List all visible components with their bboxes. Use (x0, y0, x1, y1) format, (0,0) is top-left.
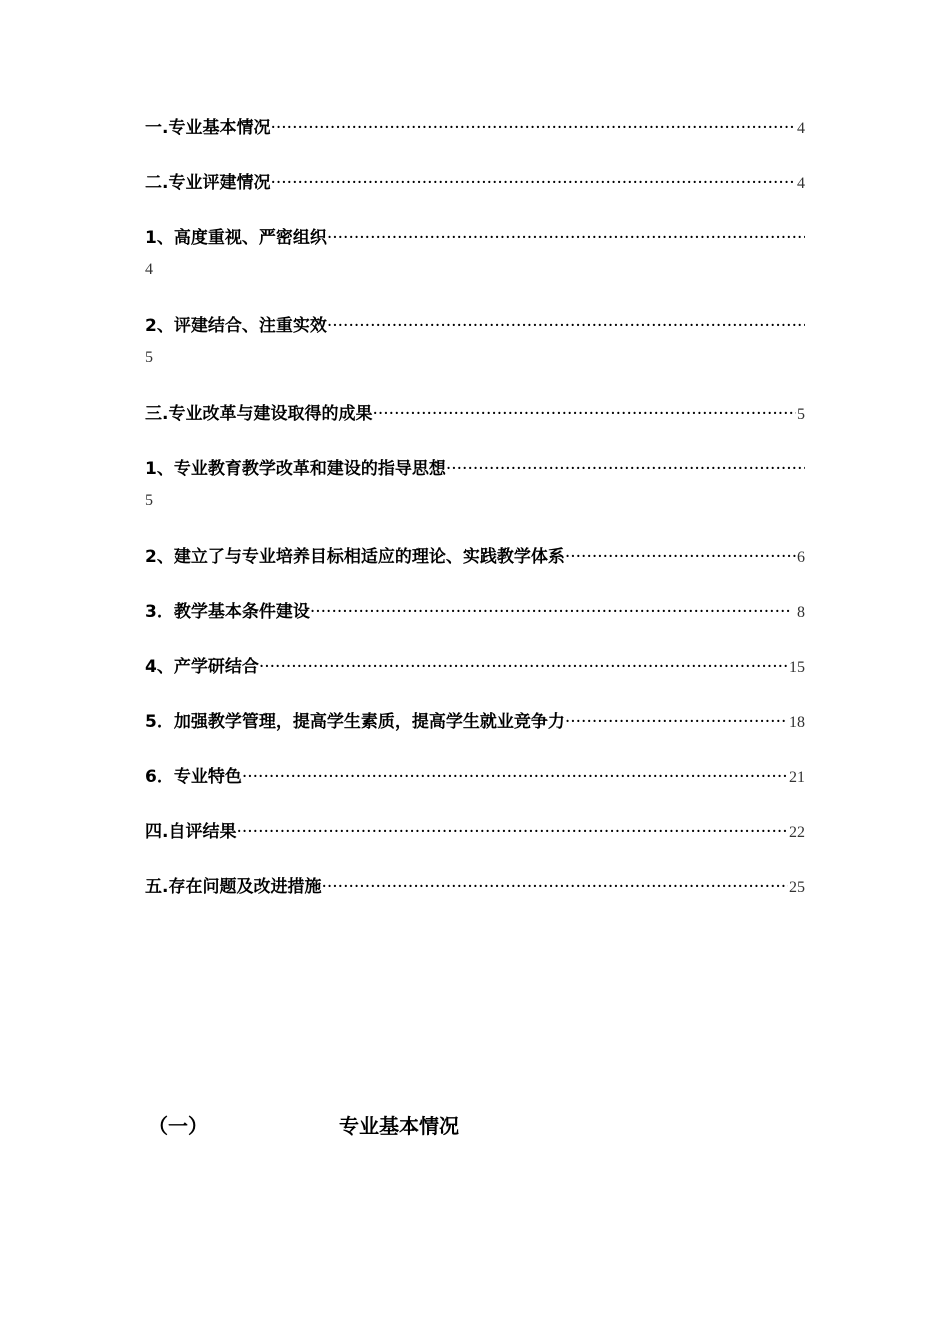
section-title: 专业基本情况 (339, 1114, 459, 1138)
toc-entry-label: 5．加强教学管理，提高学生素质，提高学生就业竞争力 (145, 712, 565, 732)
toc-dot-leader (259, 656, 788, 678)
toc-entry-page: 25 (789, 879, 805, 896)
section-heading (148, 1110, 648, 1140)
toc-entry[interactable] (145, 656, 805, 679)
toc-entry-page: 5 (797, 406, 805, 423)
toc-dot-leader (327, 227, 805, 249)
toc-entry-label: 6．专业特色 (145, 767, 242, 787)
toc-dot-leader (446, 458, 805, 480)
toc-entry[interactable] (145, 711, 805, 734)
toc-entry-label: 1、专业教育教学改革和建设的指导思想 (145, 459, 446, 479)
toc-dot-leader (270, 117, 796, 139)
toc-entry[interactable] (145, 458, 805, 512)
toc-entry-page: 15 (789, 659, 805, 676)
toc-entry[interactable] (145, 403, 805, 426)
toc-dot-leader (565, 711, 788, 733)
toc-entry-label: 2、评建结合、注重实效 (145, 316, 327, 336)
toc-dot-leader (310, 601, 792, 623)
toc-entry-label: 一.专业基本情况 (145, 118, 271, 138)
toc-entry-label: 4、产学研结合 (145, 657, 259, 677)
toc-entry[interactable] (145, 766, 805, 789)
toc-entry-label: 二.专业评建情况 (145, 173, 271, 193)
toc-entry-page: 8 (793, 604, 805, 621)
toc-entry-page: 22 (789, 824, 805, 841)
toc-entry-page: 21 (789, 769, 805, 786)
toc-entry[interactable] (145, 117, 805, 140)
toc-entry-page: 5 (145, 349, 153, 366)
toc-entry-page: 4 (797, 175, 805, 192)
toc-entry[interactable] (145, 227, 805, 281)
toc-entry-label: 1、高度重视、严密组织 (145, 228, 327, 248)
toc-dot-leader (321, 876, 788, 898)
toc-entry-page: 5 (145, 492, 153, 509)
toc-entry-page: 18 (789, 714, 805, 731)
toc-entry-page: 6 (797, 549, 805, 566)
toc-entry[interactable] (145, 546, 805, 569)
toc-entry-page: 4 (145, 261, 153, 278)
toc-dot-leader (236, 821, 788, 843)
toc-dot-leader (565, 546, 796, 568)
toc-entry-page: 4 (797, 120, 805, 137)
toc-dot-leader (327, 315, 805, 337)
toc-entry-label: 2、建立了与专业培养目标相适应的理论、实践教学体系 (145, 547, 565, 567)
toc-entry-label: 四.自评结果 (145, 822, 237, 842)
toc-dot-leader (372, 403, 796, 425)
toc-entry[interactable] (145, 172, 805, 195)
toc-entry[interactable] (145, 601, 805, 624)
toc-entry[interactable] (145, 821, 805, 844)
section-number: （一） (148, 1114, 208, 1138)
toc-entry[interactable] (145, 876, 805, 899)
toc-dot-leader (270, 172, 796, 194)
toc-entry-label: 三.专业改革与建设取得的成果 (145, 404, 373, 424)
toc-entry-label: 五.存在问题及改进措施 (145, 877, 322, 897)
toc-entry-label: 3．教学基本条件建设 (145, 602, 310, 622)
toc-entry[interactable] (145, 315, 805, 369)
toc-dot-leader (242, 766, 788, 788)
